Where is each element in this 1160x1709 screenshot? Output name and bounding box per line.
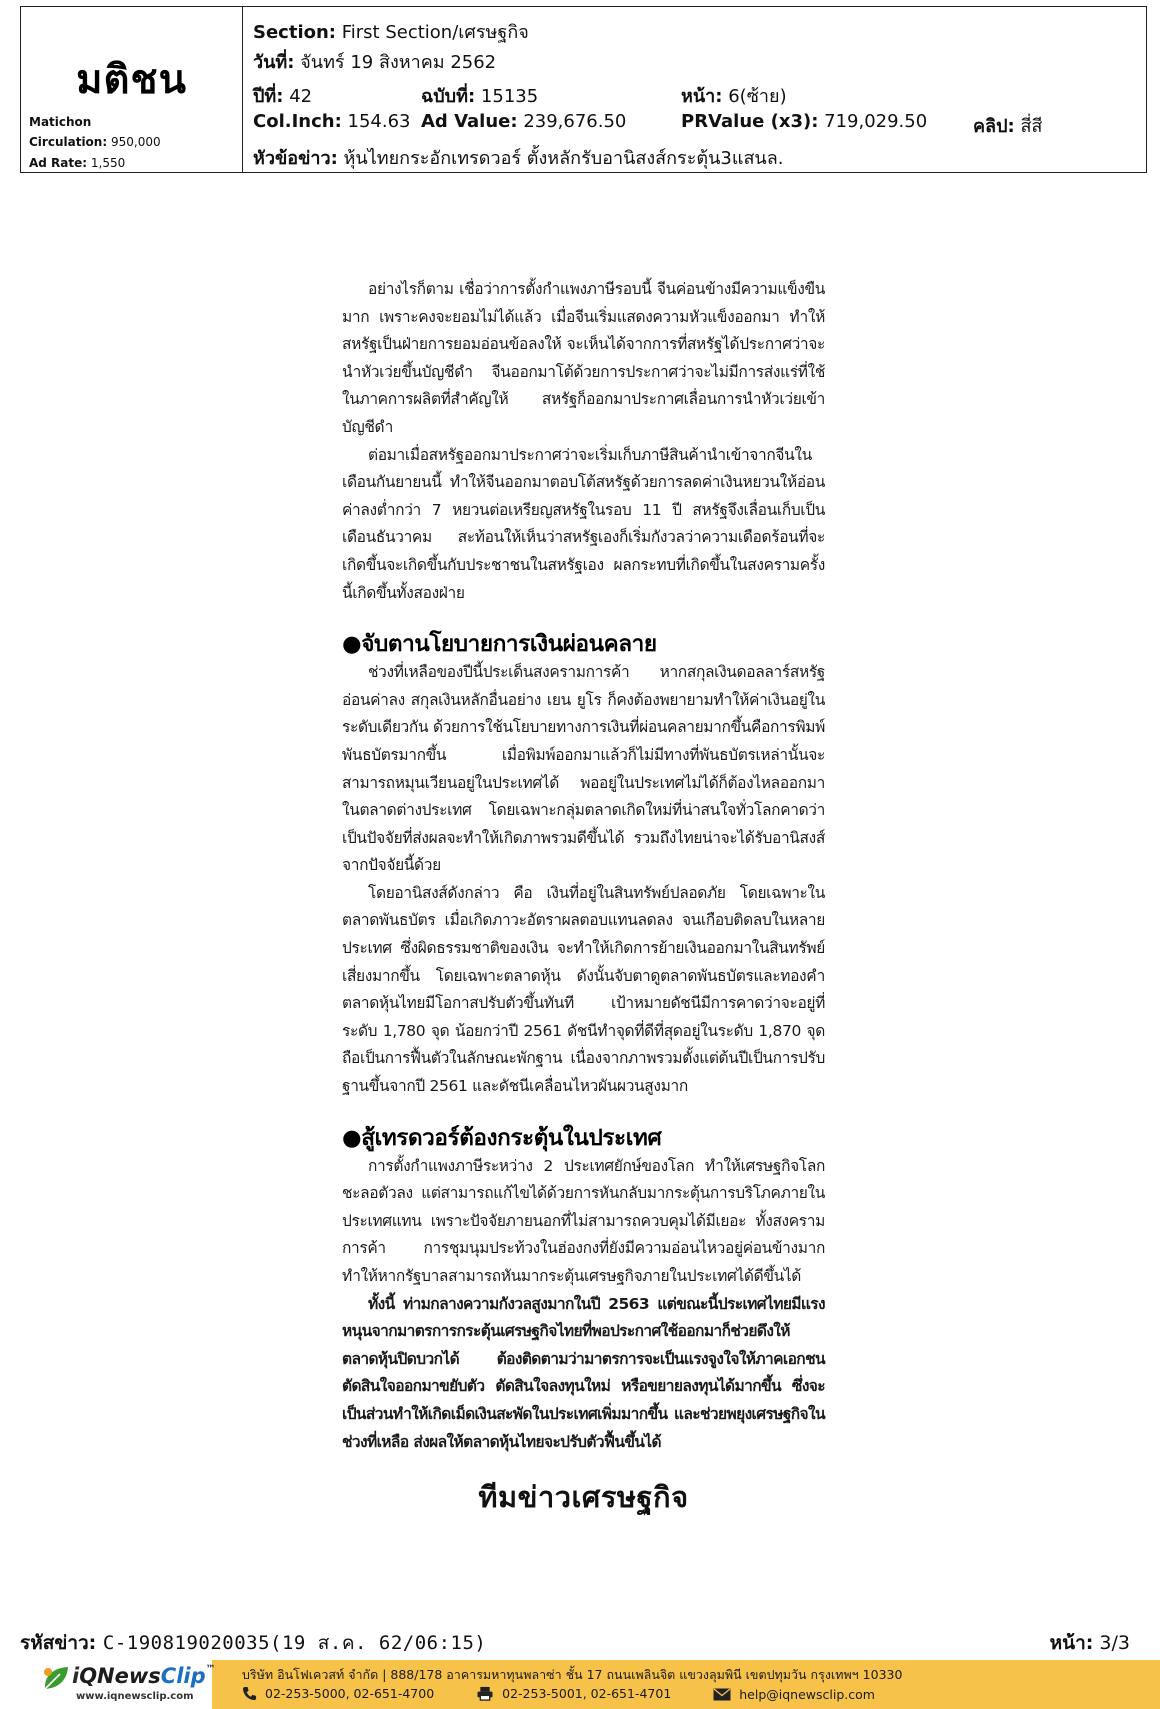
printer-icon xyxy=(476,1686,494,1701)
article-body xyxy=(342,276,825,1456)
phone-contact: 02-253-5000, 02-651-4700 xyxy=(242,1686,434,1701)
fax-contact: 02-253-5001, 02-651-4701 xyxy=(476,1686,671,1701)
ad-rate: Ad Rate: 1,550 xyxy=(29,156,126,170)
page-field: หน้า: 6(ซ้าย) xyxy=(681,86,787,107)
article-paragraph: โดยอานิสงส์ดังกล่าว คือ เงินที่อยู่ในสินทรัพย์ปลอดภัย โดยเฉพาะในตลาดพันธบัตร เมื่อเกิดภาวะอัตราผลตอบแทนลดลง จนเกือบติดลบในหลายประเทศ ซึ่งผิดธรรมชาติของเงิน จะทำให้เกิดการย้ายเงินออกมาในสินทรัพย์เสี่ยงมากขึ้น โดยเฉพาะตลาดหุ้น ดังนั้นจับตาดูตลาดพันธบัตรและทองคำ ตลาดหุ้นไทยมีโอกาสปรับตัวขึ้นทันที เป้าหมายดัชนีมีการคาดว่าจะอยู่ที่ระดับ 1,780 จุด น้อยกว่าปี 2561 ดัชนีทำจุดที่ดีที่สุดอยู่ในระดับ 1,870 จุด ถือเป็นการฟื้นตัวในลักษณะพักฐาน เนื่องจากภาพรวมตั้งแต่ต้นปีเป็นการปรับฐานขึ้นจากปี 2561 และดัชนีเคลื่อนไหวผันผวนสูงมาก xyxy=(342,883,825,1096)
leaf-icon xyxy=(42,1665,70,1691)
article-paragraph: อย่างไรก็ตาม เชื่อว่าการตั้งกำแพงภาษีรอบนี้ จีนค่อนข้างมีความแข็งขืนมาก เพราะคงจะยอมไม่ได้แล้ว เมื่อจีนเริ่มแสดงความหัวแข็งออกมา ทำให้สหรัฐเป็นฝ่ายการยอมอ่อนข้อลงให้ จะเห็นได้จากการที่สหรัฐได้ประกาศว่าจะนำหัวเว่ยขึ้นบัญชีดำ จีนออกมาโต้ด้วยการประกาศว่าจะไม่มีการส่งแร่ที่ใช้ในภาคการผลิตที่สำคัญให้ สหรัฐก็ออกมาประกาศเลื่อนการนำหัวเว่ยเข้าบัญชีดำ xyxy=(342,280,825,436)
publication-panel xyxy=(21,7,243,172)
contact-row xyxy=(242,1686,913,1704)
date-row: วันที่: จันทร์ 19 สิงหาคม 2562 xyxy=(253,52,497,73)
article-subheading: ●สู้เทรดวอร์ต้องกระตุ้นในประเทศ xyxy=(342,1124,662,1151)
company-address: บริษัท อินโฟเควสท์ จำกัด | 888/178 อาคารมหาทุนพลาซ่า ชั้น 17 ถนนเพลินจิต แขวงลุมพินี เขตปทุมวัน กรุงเทพฯ 10330 xyxy=(242,1667,903,1682)
year-field: ปีที่: 42 xyxy=(253,86,313,107)
colinch-field: Col.Inch: 154.63 xyxy=(253,111,411,132)
brand-url[interactable]: www.iqnewsclip.com xyxy=(76,1691,194,1702)
envelope-icon xyxy=(713,1688,731,1701)
page-number: หน้า: 3/3 xyxy=(1049,1632,1130,1654)
footer-bar xyxy=(0,1660,1160,1709)
clip-header xyxy=(20,6,1147,173)
email-contact[interactable]: help@iqnewsclip.com xyxy=(713,1687,875,1702)
headline-row: หัวข้อข่าว: หุ้นไทยกระอักเทรดวอร์ ตั้งหลักรับอานิสงส์กระตุ้น3แสนล. xyxy=(253,148,784,169)
article-paragraph: ช่วงที่เหลือของปีนี้ประเด็นสงครามการค้า หากสกุลเงินดอลลาร์สหรัฐอ่อนค่าลง สกุลเงินหลักอื่นอย่าง เยน ยูโร ก็คงต้องพยายามทำให้ค่าเงินอยู่ในระดับเดียวกัน ด้วยการใช้นโยบายทางการเงินที่ผ่อนคลายมากขึ้นคือการพิมพ์พันธบัตรมากขึ้น เมื่อพิมพ์ออกมาแล้วก็ไม่มีทางที่พันธบัตรเหล่านั้นจะสามารถหมุนเวียนอยู่ในประเทศได้ พออยู่ในประเทศไม่ได้ก็ต้องไหลออกมาในตลาดต่างประเทศ โดยเฉพาะกลุ่มตลาดเกิดใหม่ที่น่าสนใจทั่วโลกคาดว่าเป็นปัจจัยที่ส่งผลจะทำให้เกิดภาพรวมดีขึ้นได้ รวมถึงไทยน่าจะได้รับอานิสงส์จากปัจจัยนี้ด้วย xyxy=(342,663,825,875)
section-row: Section: First Section/เศรษฐกิจ xyxy=(253,22,529,43)
brand-name: iQNewsClip™ xyxy=(72,1664,216,1688)
prvalue-field: PRValue (x3): 719,029.50 xyxy=(681,111,928,132)
news-code: รหัสข่าว: C-190819020035(19 ส.ค. 62/06:15) xyxy=(20,1632,487,1654)
article-paragraph: การตั้งกำแพงภาษีระหว่าง 2 ประเทศยักษ์ของโลก ทำให้เศรษฐกิจโลกชะลอตัวลง แต่สามารถแก้ไขได้ด้วยการหันกลับมากระตุ้นการบริโภคภายในประเทศแทน เพราะปัจจัยภายนอกที่ไม่สามารถควบคุมได้มีเยอะ ทั้งสงครามการค้า การชุมนุมประท้วงในฮ่องกงที่ยังมีความอ่อนไหวอยู่ค่อนข้างมาก ทำให้หากรัฐบาลสามารถหันมากระตุ้นเศรษฐกิจภายในประเทศได้ดีขึ้นได้ xyxy=(342,1156,825,1285)
phone-icon xyxy=(242,1686,257,1701)
publication-name-en: Matichon xyxy=(29,115,92,129)
article-byline: ทีมข่าวเศรษฐกิจ xyxy=(478,1480,689,1514)
article-paragraph: ต่อมาเมื่อสหรัฐออกมาประกาศว่าจะเริ่มเก็บภาษีสินค้านำเข้าจากจีนในเดือนกันยายนนี้ ทำให้จีนออกมาตอบโต้สหรัฐด้วยการลดค่าเงินหยวนให้อ่อนค่าลงต่ำกว่า 7 หยวนต่อเหรียญสหรัฐในรอบ 11 ปี สหรัฐจึงเลื่อนเก็บเป็นเดือนธันวาคม สะท้อนให้เห็นว่าสหรัฐเองก็เริ่มกังวลว่าความเดือดร้อนที่จะเกิดขึ้นจะเกิดขึ้นกับประชาชนในสหรัฐเอง ผลกระทบที่เกิดขึ้นในสงครามครั้งนี้เกิดขึ้นทั้งสองฝ่าย xyxy=(342,445,825,602)
issue-field: ฉบับที่: 15135 xyxy=(421,86,539,107)
publication-logo: มติชน xyxy=(76,57,187,103)
article-subheading: ●จับตานโยบายการเงินผ่อนคลาย xyxy=(342,631,657,658)
clip-field: คลิป: สี่สี xyxy=(973,116,1043,137)
headline-text: หุ้นไทยกระอักเทรดวอร์ ตั้งหลักรับอานิสงส์กระตุ้น3แสนล. xyxy=(343,148,784,169)
article-paragraph-bold: ทั้งนี้ ท่ามกลางความกังวลสูงมากในปี 2563 แต่ขณะนี้ประเทศไทยมีแรงหนุนจากมาตรการกระตุ้นเศรษฐกิจไทยที่พอประกาศใช้ออกมาก็ช่วยดึงให้ตลาดหุ้นปิดบวกได้ ต้องติดตามว่ามาตรการจะเป็นแรงจูงใจให้ภาคเอกชนตัดสินใจออกมาขยับตัว ตัดสินใจลงทุนใหม่ หรือขยายลงทุนได้มากขึ้น ซึ่งจะเป็นส่วนทำให้เกิดเม็ดเงินสะพัดในประเทศเพิ่มมากขึ้น และช่วยพยุงเศรษฐกิจในช่วงที่เหลือ ส่งผลให้ตลาดหุ้นไทยจะปรับตัวฟื้นขึ้นได้ xyxy=(342,1294,825,1451)
advalue-field: Ad Value: 239,676.50 xyxy=(421,111,627,132)
circulation: Circulation: 950,000 xyxy=(29,135,161,149)
iqnewsclip-logo[interactable] xyxy=(0,1660,216,1709)
